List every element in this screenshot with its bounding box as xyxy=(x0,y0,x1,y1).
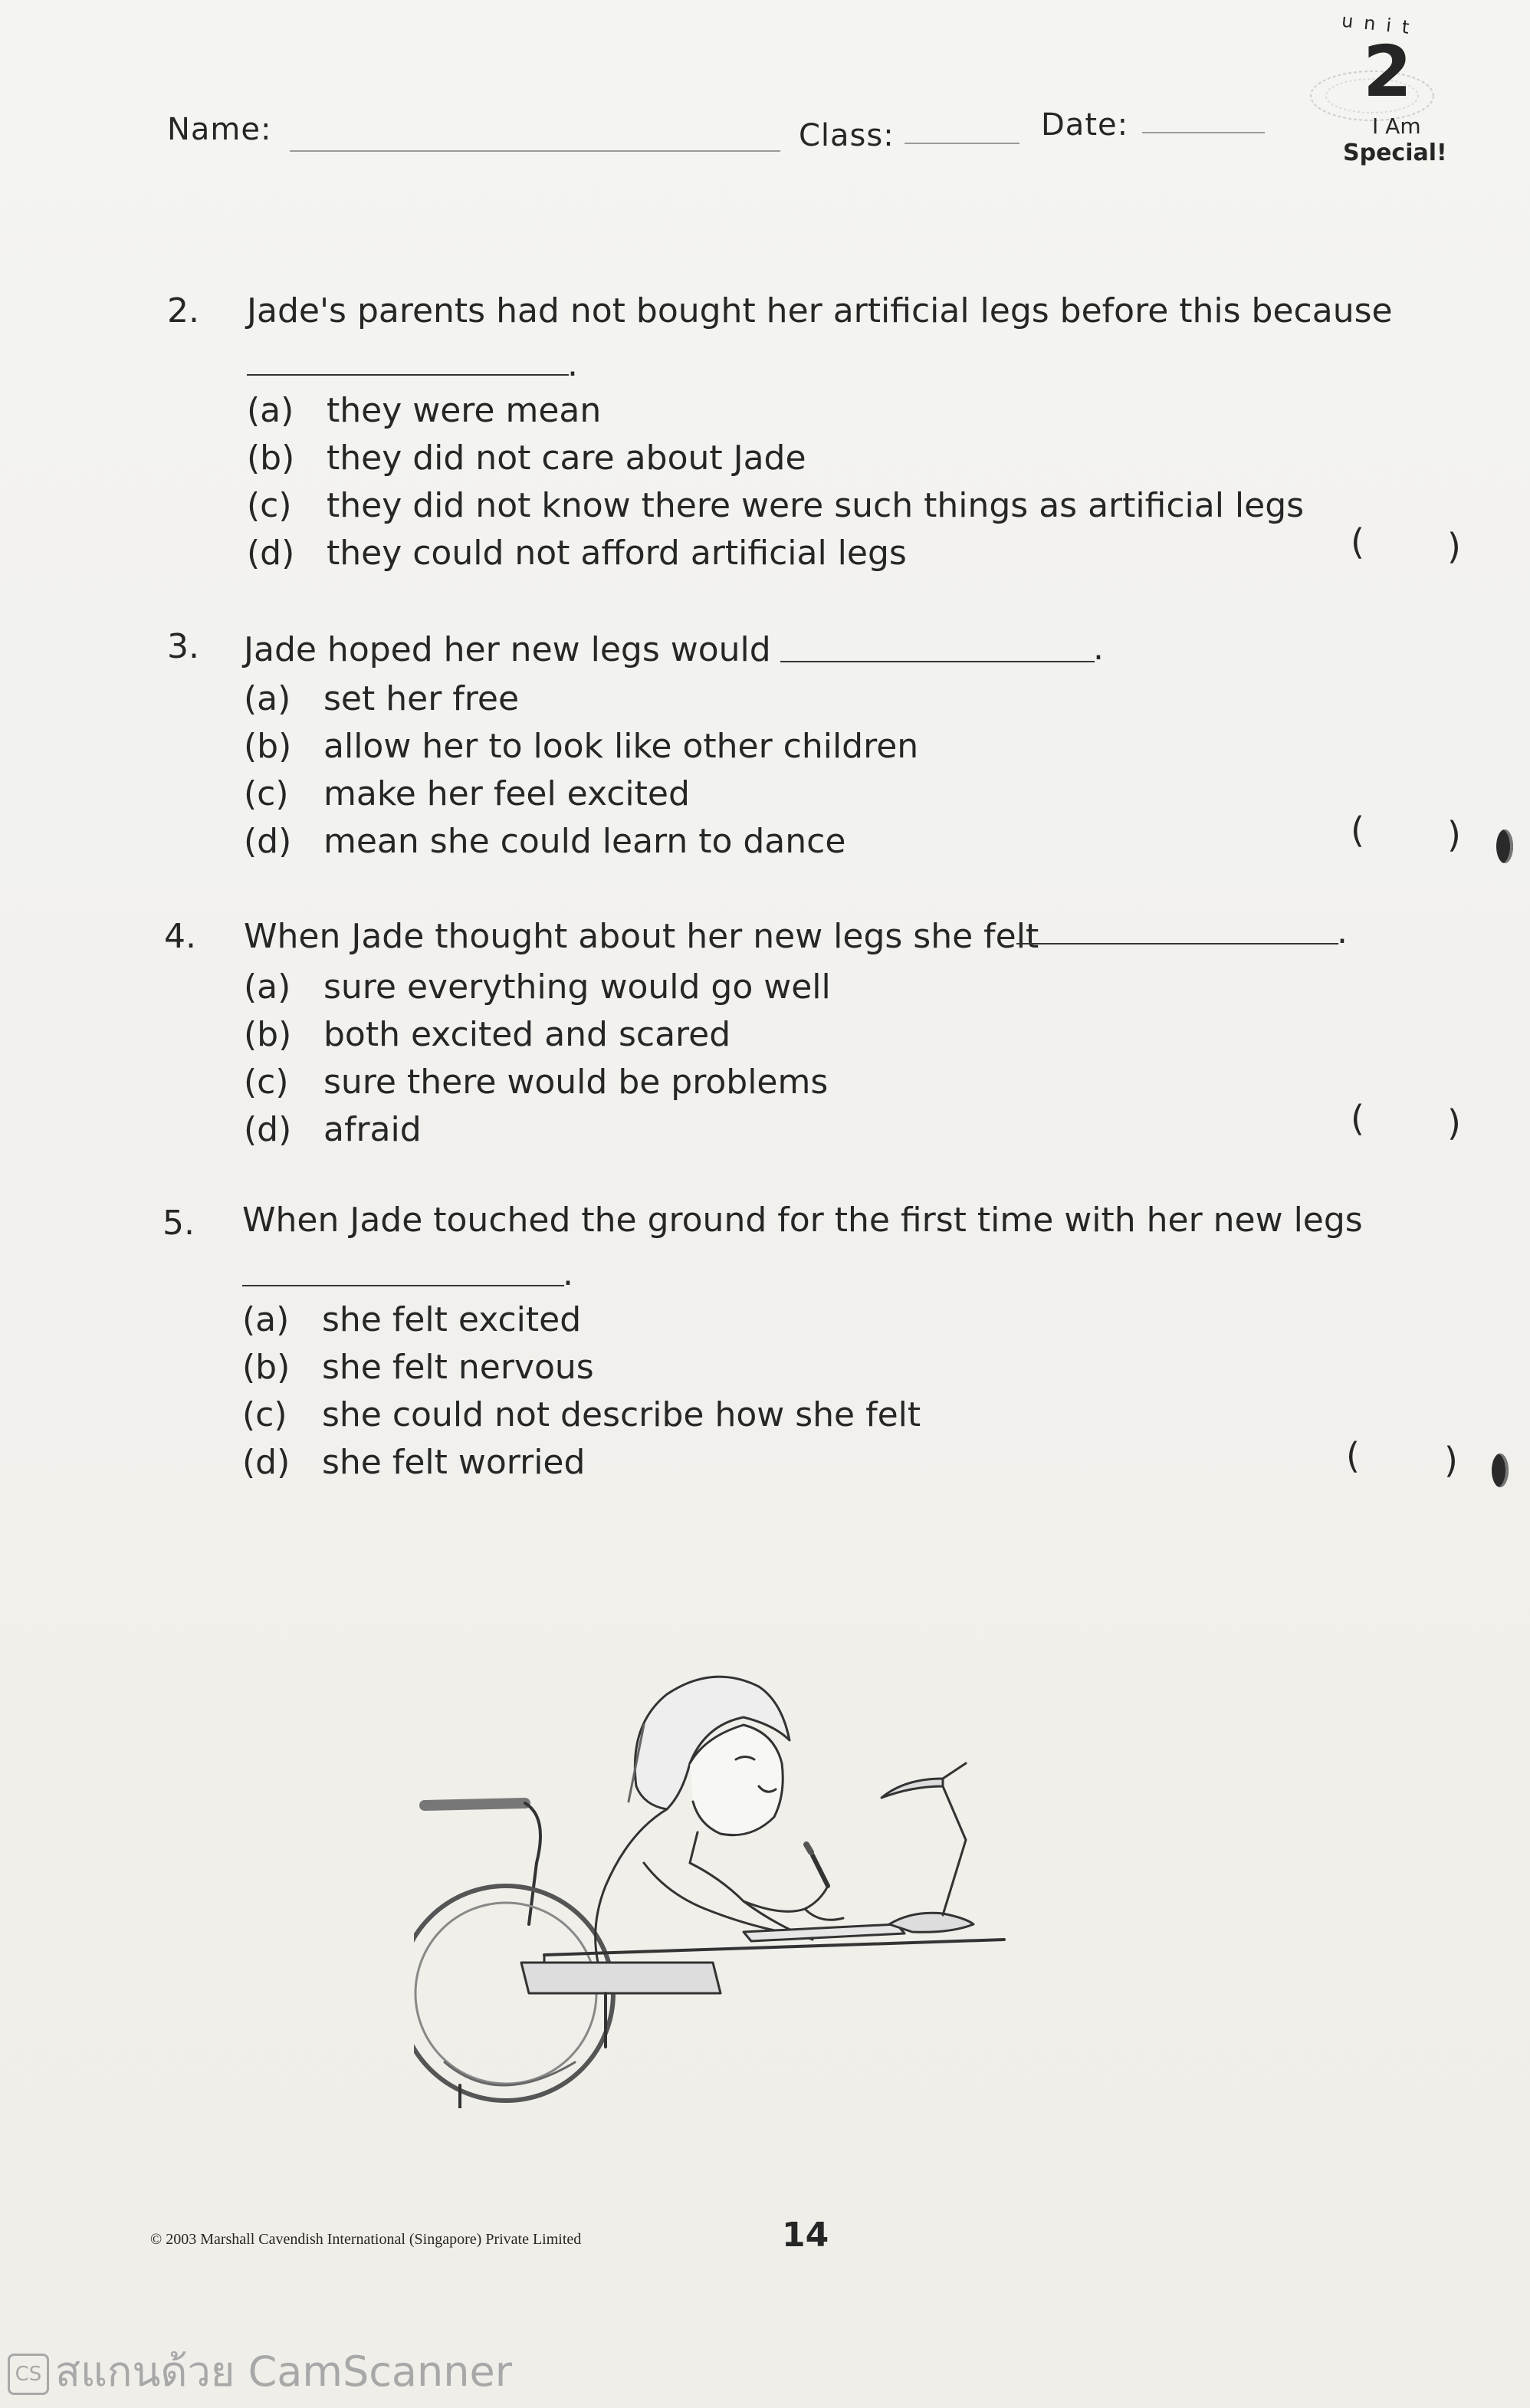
answer-blank xyxy=(242,1285,564,1286)
answer-bracket-close: ) xyxy=(1447,1102,1461,1144)
option-letter: (a) xyxy=(244,679,291,718)
blank-period: . xyxy=(1337,912,1348,951)
option xyxy=(247,534,907,573)
answer-bracket-close: ) xyxy=(1444,1440,1458,1481)
question-stem: Jade hoped her new legs would xyxy=(244,630,771,669)
option-letter: (c) xyxy=(247,486,292,525)
binder-hole xyxy=(1492,1454,1509,1487)
option-text: she could not describe how she felt xyxy=(322,1395,921,1434)
girl-at-desk-illustration xyxy=(414,1633,1088,2108)
option xyxy=(242,1348,594,1387)
option-text: set her free xyxy=(323,679,520,718)
option xyxy=(244,727,918,766)
option-text: they were mean xyxy=(327,391,602,430)
scanner-watermark xyxy=(8,2338,512,2404)
option-letter: (d) xyxy=(242,1443,291,1482)
name-line xyxy=(290,150,780,152)
option xyxy=(244,967,831,1007)
date-label: Date: xyxy=(1041,107,1129,143)
blank-period: . xyxy=(563,1254,573,1293)
option-text: mean she could learn to dance xyxy=(323,822,846,861)
option-letter: (a) xyxy=(247,391,294,430)
option-text: allow her to look like other children xyxy=(323,727,919,766)
unit-word: unit xyxy=(1340,9,1421,40)
option-text: she felt worried xyxy=(322,1443,586,1482)
option-letter: (b) xyxy=(242,1348,291,1387)
option-text: make her feel excited xyxy=(323,774,690,813)
answer-bracket-close: ) xyxy=(1447,814,1461,856)
option-text: both excited and scared xyxy=(323,1015,731,1054)
unit-badge xyxy=(1295,8,1447,169)
option-letter: (c) xyxy=(242,1395,287,1434)
answer-blank xyxy=(780,661,1095,662)
answer-bracket-open: ( xyxy=(1351,521,1364,563)
option-letter: (d) xyxy=(244,1110,292,1149)
option xyxy=(244,1063,828,1102)
option-letter: (b) xyxy=(244,727,292,766)
answer-bracket-open: ( xyxy=(1346,1435,1360,1477)
option-text: she felt nervous xyxy=(322,1348,594,1387)
question-number: 5. xyxy=(163,1204,195,1243)
unit-number: 2 xyxy=(1363,31,1413,113)
answer-blank xyxy=(247,374,569,376)
page-number: 14 xyxy=(782,2216,829,2255)
option-text: they did not care about Jade xyxy=(327,439,806,478)
option-letter: (a) xyxy=(244,967,291,1007)
question-number: 3. xyxy=(167,627,199,666)
question-stem: When Jade thought about her new legs she felt xyxy=(244,917,1039,956)
option-text: afraid xyxy=(323,1110,422,1149)
option xyxy=(244,679,519,718)
option-letter: (c) xyxy=(244,1063,289,1102)
option xyxy=(242,1300,581,1339)
answer-bracket-close: ) xyxy=(1447,526,1461,567)
blank-period: . xyxy=(1093,629,1104,668)
option-text: sure there would be problems xyxy=(323,1063,829,1102)
option-letter: (c) xyxy=(244,774,289,813)
date-line xyxy=(1142,132,1265,133)
option-text: sure everything would go well xyxy=(323,967,831,1007)
option xyxy=(247,391,601,430)
option-text: they could not afford artificial legs xyxy=(327,534,907,573)
option-text: they did not know there were such things as artificial legs xyxy=(327,486,1305,525)
binder-hole xyxy=(1496,829,1513,863)
question-number: 4. xyxy=(164,917,196,956)
option-letter: (d) xyxy=(244,822,292,861)
camscanner-icon: CS xyxy=(8,2354,49,2395)
blank-period: . xyxy=(567,345,578,384)
copyright-notice: © 2003 Marshall Cavendish International (Singapore) Private Limited xyxy=(150,2231,582,2248)
class-line xyxy=(905,143,1019,144)
option-letter: (b) xyxy=(247,439,295,478)
class-label: Class: xyxy=(799,118,895,153)
option-letter: (a) xyxy=(242,1300,290,1339)
name-label: Name: xyxy=(167,112,272,147)
option-letter: (b) xyxy=(244,1015,292,1054)
answer-bracket-open: ( xyxy=(1351,1098,1364,1139)
option xyxy=(247,439,806,478)
question-stem: Jade's parents had not bought her artificial legs before this because xyxy=(247,291,1393,330)
answer-bracket-open: ( xyxy=(1351,810,1364,851)
scanner-text: สแกนด้วย CamScanner xyxy=(55,2347,512,2396)
option xyxy=(244,1110,422,1149)
unit-title-line2: Special! xyxy=(1343,140,1447,166)
option xyxy=(247,486,1304,525)
option xyxy=(244,822,845,861)
option xyxy=(242,1443,585,1482)
option-text: she felt excited xyxy=(322,1300,582,1339)
question-number: 2. xyxy=(167,291,199,330)
option xyxy=(244,774,690,813)
option xyxy=(244,1015,731,1054)
option-letter: (d) xyxy=(247,534,295,573)
option xyxy=(242,1395,921,1434)
answer-blank xyxy=(1016,943,1338,944)
unit-title-line1: I Am xyxy=(1372,113,1421,139)
question-stem: When Jade touched the ground for the first time with her new legs xyxy=(242,1201,1363,1240)
